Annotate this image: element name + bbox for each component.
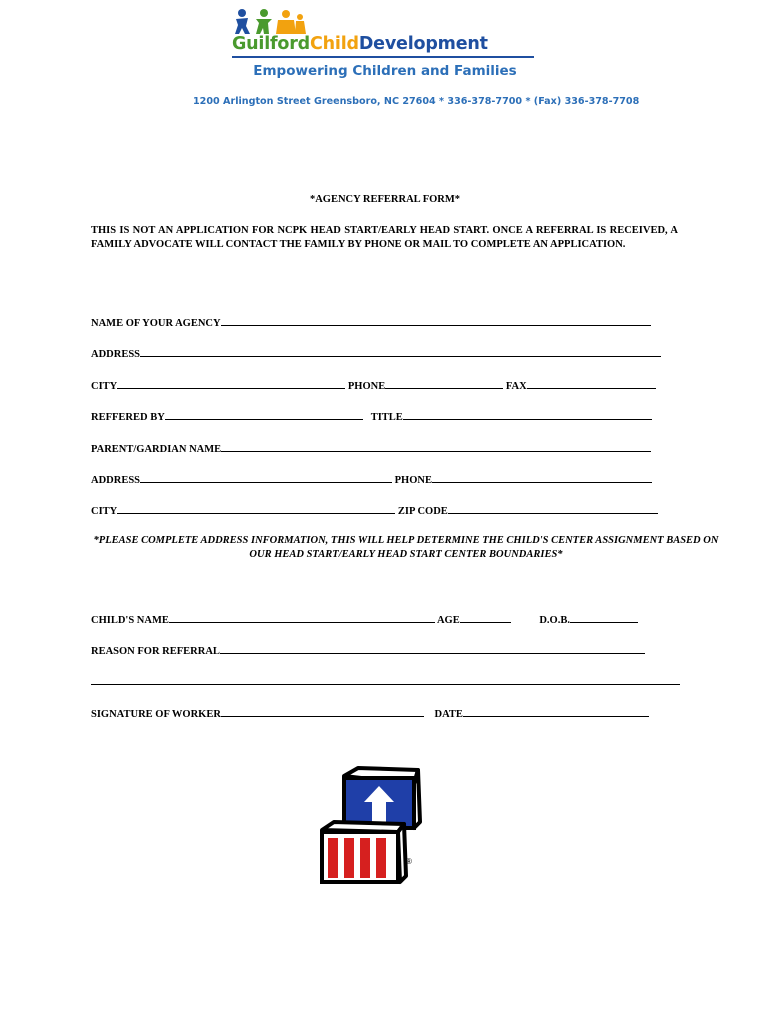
dob-label: D.O.B. <box>539 615 570 626</box>
registered-mark: ® <box>406 857 412 866</box>
child-name-label: CHILD'S NAME <box>91 615 169 626</box>
reason-continuation-line[interactable] <box>91 684 680 685</box>
row-city1 <box>91 378 656 392</box>
row-agency <box>91 315 651 329</box>
address-note: *PLEASE COMPLETE ADDRESS INFORMATION, THIS WILL HELP DETERMINE THE CHILD'S CENTER ASSIGNMENT BASED ON OUR HEAD START/EARLY HEAD START CENTER BOUNDARIES* <box>93 535 719 560</box>
head-start-blocks-logo <box>314 764 424 888</box>
city2-field[interactable] <box>117 503 395 514</box>
row-city2 <box>91 503 658 517</box>
signature-field[interactable] <box>221 706 424 717</box>
fax-label: FAX <box>505 381 527 392</box>
city1-field[interactable] <box>117 378 345 389</box>
guilford-logo-figures <box>234 8 314 36</box>
address2-label: ADDRESS <box>91 475 141 486</box>
reason-label: REASON FOR REFERRAL <box>91 646 220 657</box>
parent-name-field[interactable] <box>221 441 651 452</box>
logo-word-guilford: Guilford <box>232 34 311 54</box>
agency-name-field[interactable] <box>221 315 651 326</box>
zip-label: ZIP CODE <box>397 506 448 517</box>
row-referred <box>91 409 652 423</box>
phone1-label: PHONE <box>347 381 386 392</box>
row-address2 <box>91 472 652 486</box>
date-field[interactable] <box>463 706 649 717</box>
address2-field[interactable] <box>140 472 392 483</box>
title-label: TITLE <box>370 412 403 423</box>
address1-field[interactable] <box>140 346 661 357</box>
parent-name-label: PARENT/GARDIAN NAME <box>91 444 222 455</box>
bottom-block-icon <box>322 822 406 882</box>
logo-word-development: Development <box>358 34 488 54</box>
title-field[interactable] <box>403 409 652 420</box>
row-signature <box>91 706 649 720</box>
logo-wordmark <box>232 34 488 54</box>
phone2-label: PHONE <box>394 475 432 486</box>
zip-field[interactable] <box>448 503 658 514</box>
age-label: AGE <box>436 615 460 626</box>
fax-field[interactable] <box>527 378 656 389</box>
reason-field[interactable] <box>220 643 645 654</box>
tagline <box>0 63 770 79</box>
date-label: DATE <box>434 709 463 720</box>
city2-label: CITY <box>91 506 118 517</box>
row-address1 <box>91 346 661 360</box>
tagline-text: Empowering Children and Families <box>253 63 517 79</box>
phone2-field[interactable] <box>432 472 652 483</box>
logo-underline <box>232 56 534 58</box>
logo-word-child: Child <box>310 34 359 54</box>
dob-field[interactable] <box>570 612 638 623</box>
child-name-field[interactable] <box>169 612 435 623</box>
row-child <box>91 612 638 626</box>
form-notice: THIS IS NOT AN APPLICATION FOR NCPK HEAD START/EARLY HEAD START. ONCE A REFERRAL IS RECEIVED, A FAMILY ADVOCATE WILL CONTACT THE FAMILY BY PHONE OR MAIL TO COMPLETE AN APPLICATION. <box>91 225 678 250</box>
address1-label: ADDRESS <box>91 349 141 360</box>
city1-label: CITY <box>91 381 118 392</box>
row-reason <box>91 643 645 657</box>
signature-label: SIGNATURE OF WORKER <box>91 709 221 720</box>
referred-by-label: REFFERED BY <box>91 412 165 423</box>
phone1-field[interactable] <box>385 378 503 389</box>
referred-by-field[interactable] <box>165 409 363 420</box>
age-field[interactable] <box>460 612 511 623</box>
top-block-icon <box>344 768 420 828</box>
organization-address: 1200 Arlington Street Greensboro, NC 27604 * 336-378-7700 * (Fax) 336-378-7708 <box>193 96 640 107</box>
form-title: *AGENCY REFERRAL FORM* <box>309 194 461 205</box>
row-parent <box>91 441 651 455</box>
agency-name-label: NAME OF YOUR AGENCY <box>91 318 221 329</box>
